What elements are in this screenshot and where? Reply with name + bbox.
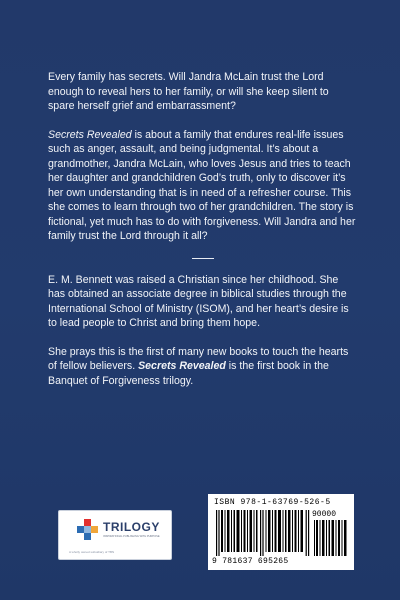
- author-paragraph-2-start: She prays this is the first of many new books to touch the hearts of fellow believers.: [48, 345, 349, 372]
- barcode-digits: 9 781637 695265: [212, 557, 289, 566]
- publisher-tagline: INSPIRATIONAL PUBLISHING WITH PURPOSE: [103, 535, 160, 538]
- blurb-paragraph-2: [48, 128, 358, 244]
- author-paragraph-2: [48, 345, 358, 389]
- book-title-bold: Secrets Revealed: [138, 360, 226, 372]
- publisher-logo: [58, 510, 172, 560]
- isbn-barcode: [208, 494, 354, 570]
- isbn-number: ISBN 978-1-63769-526-5: [214, 498, 331, 507]
- section-divider: [192, 258, 214, 259]
- publisher-name: TRILOGY: [103, 520, 160, 534]
- price-code: 90000: [312, 510, 337, 519]
- blurb-paragraph-2-text: is about a family that endures real-life issues such as anger, assault, and being judgmental. It’s about a grandmother, Jandra McLain, who loves Jesus and tries to teach her daughter and grandchildren God’s truth, only to discover it’s her own understanding that is in need of a refresher course. This she comes to learn through two of her grandchildren. The story is fictional, yet much has to do with forgiveness. Will Jandra and her family trust the Lord through it all?: [48, 128, 356, 242]
- author-paragraph-2-end: is the first book in the Banquet of Forgiveness trilogy.: [48, 360, 329, 387]
- publisher-subsidiary-note: A wholly owned subsidiary of TBN: [69, 550, 115, 554]
- book-title: Secrets Revealed: [48, 128, 132, 141]
- publisher-cross-icon: [77, 519, 99, 541]
- blurb-paragraph-1: Every family has secrets. Will Jandra McLain trust the Lord enough to reveal hers to her family, or will she keep silent to spare herself grief and embarrassment?: [48, 71, 329, 112]
- book-description: [48, 70, 358, 402]
- barcode-addon-bars: [314, 520, 348, 556]
- author-bio: E. M. Bennett was raised a Christian since her childhood. She has obtained an associate degree in biblical studies through the International School of Ministry (ISOM), and her heart’s desire is to lead people to Christ and bring them hope.: [48, 273, 349, 329]
- barcode-bars: [216, 510, 310, 556]
